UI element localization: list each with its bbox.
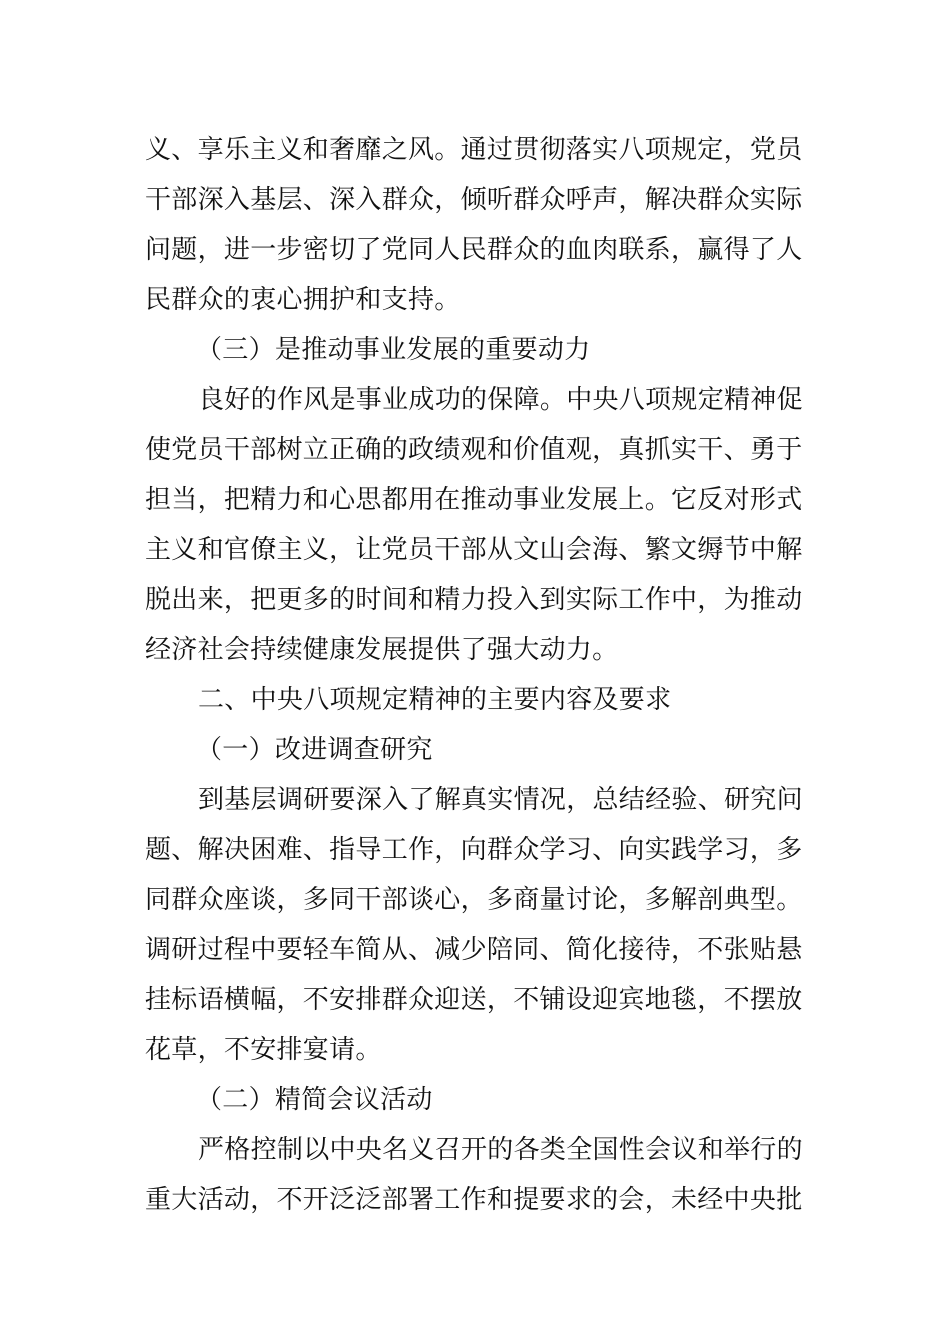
body-text-line: 挂标语横幅，不安排群众迎送，不铺设迎宾地毯，不摆放 [145,985,803,1015]
body-text-line: 担当，把精力和心思都用在推动事业发展上。它反对形式 [145,485,803,515]
body-text-line: 经济社会持续健康发展提供了强大动力。 [145,635,619,665]
body-text-line: 重大活动，不开泛泛部署工作和提要求的会，未经中央批 [145,1185,803,1215]
section-heading: （一）改进调查研究 [196,735,433,765]
body-text-line: 问题，进一步密切了党同人民群众的血肉联系，赢得了人 [145,235,803,265]
body-text-line: 花草，不安排宴请。 [145,1035,382,1065]
body-text-line: 脱出来，把更多的时间和精力投入到实际工作中，为推动 [145,585,803,615]
paragraph-first-line: 严格控制以中央名义召开的各类全国性会议和举行的 [198,1135,803,1165]
body-text-line: 同群众座谈，多同干部谈心，多商量讨论，多解剖典型。 [145,885,803,915]
body-text-line: 义、享乐主义和奢靡之风。通过贯彻落实八项规定，党员 [145,135,803,165]
body-text-line: 调研过程中要轻车简从、减少陪同、简化接待，不张贴悬 [145,935,803,965]
chapter-heading: 二、中央八项规定精神的主要内容及要求 [198,685,672,715]
body-text-line: 使党员干部树立正确的政绩观和价值观，真抓实干、勇于 [145,435,803,465]
section-heading: （二）精简会议活动 [196,1085,433,1115]
body-text-line: 题、解决困难、指导工作，向群众学习、向实践学习，多 [145,835,803,865]
body-text-line: 主义和官僚主义，让党员干部从文山会海、繁文缛节中解 [145,535,803,565]
body-text-line: 民群众的衷心拥护和支持。 [145,285,461,315]
paragraph-first-line: 到基层调研要深入了解真实情况，总结经验、研究问 [198,785,803,815]
section-heading: （三）是推动事业发展的重要动力 [196,335,591,365]
paragraph-first-line: 良好的作风是事业成功的保障。中央八项规定精神促 [198,385,803,415]
body-text-line: 干部深入基层、深入群众，倾听群众呼声，解决群众实际 [145,185,803,215]
